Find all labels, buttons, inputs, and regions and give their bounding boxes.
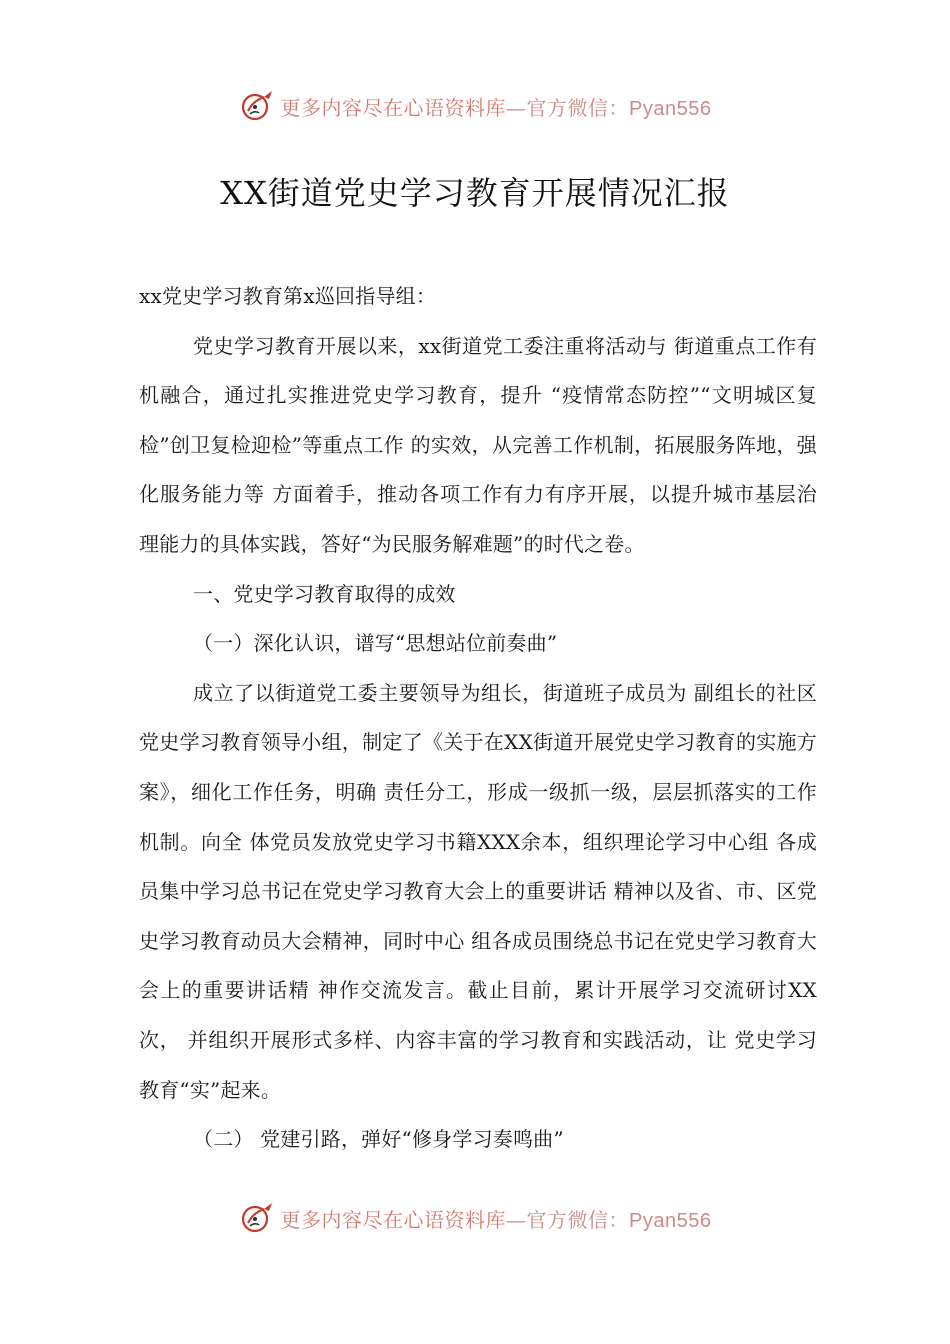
pen-logo-icon [239, 1200, 275, 1236]
banner-wechat-id: Pyan556 [629, 1209, 712, 1232]
salutation: xx党史学习教育第x巡回指导组： [139, 284, 437, 308]
banner-wechat-label: 官方微信： [526, 95, 630, 120]
banner-slogan: 更多内容尽在心语资料库 [280, 95, 507, 120]
section-heading-1: 一、党史学习教育取得的成效 [193, 581, 456, 606]
banner-wechat-id: Pyan556 [629, 97, 712, 120]
subsection-heading-1: （一）深化认识，谱写“思想站位前奏曲” [193, 631, 558, 656]
document-body [139, 272, 817, 1165]
banner-dash: — [506, 95, 527, 120]
banner-dash: — [506, 1207, 527, 1232]
footer-banner [0, 1198, 950, 1238]
paragraph-body-1: 成立了以街道党工委主要领导为组长，街道班子成员为 副组长的社区党史学习教育领导小组，制定了《关于在XX街道开展党史学习教育的实施方案》，细化工作任务，明确 责任分工，形成一级抓一级，层层抓落实的工作机制。向全 体党员发放党史学习书籍XXX余本，组织理论学习中心组 各成员集中学习总书记在党史学习教育大会上的重要讲话 精神以及省、市、区党史学习教育动员大会精神，同时中心 组各成员围绕总书记在党史学习教育大会上的重要讲话精 神作交流发言。截止目前，累计开展学习交流研讨XX次， 并组织开展形式多样、内容丰富的学习教育和实践活动，让 党史学习教育“实”起来。 [139, 680, 817, 1102]
subsection-heading-2: （二） 党建引路，弹好“修身学习奏鸣曲” [193, 1127, 564, 1152]
document-title: XX街道党史学习教育开展情况汇报 [220, 174, 730, 212]
banner-slogan: 更多内容尽在心语资料库 [280, 1207, 507, 1232]
header-banner [0, 86, 950, 126]
pen-logo-icon [239, 88, 275, 124]
paragraph-intro: 党史学习教育开展以来，xx街道党工委注重将活动与 街道重点工作有机融合，通过扎实推进党史学习教育，提升 “疫情常态防控”“文明城区复检”创卫复检迎检”等重点工作 的实效，从完善工作机制，拓展服务阵地，强化服务能力等 方面着手，推动各项工作有力有序开展，以提升城市基层治 理能力的具体实践，答好“为民服务解难题”的时代之卷。 [139, 333, 817, 556]
banner-wechat-label: 官方微信： [526, 1207, 630, 1232]
